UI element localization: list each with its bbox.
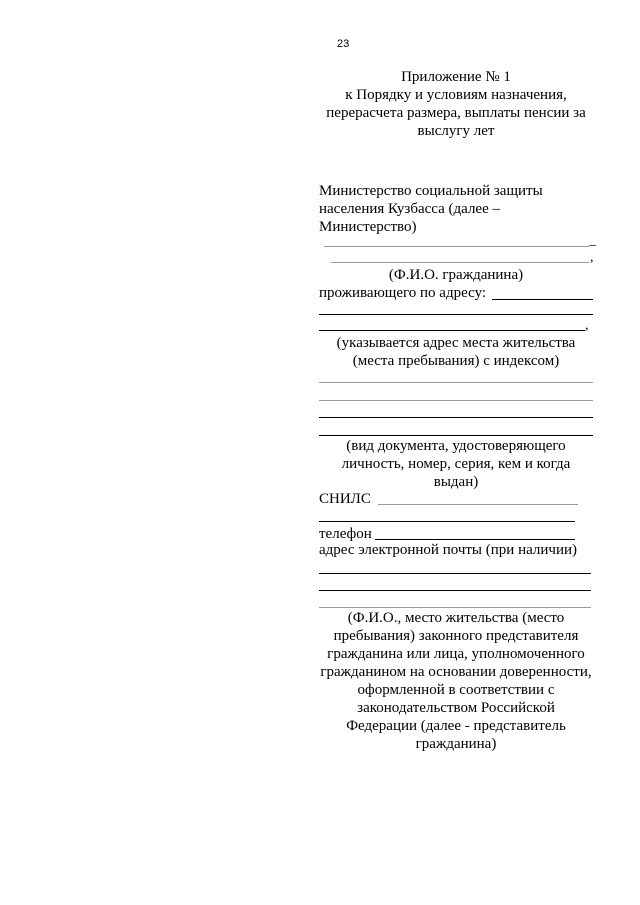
document-caption [319, 437, 593, 491]
document-line-3[interactable] [319, 417, 593, 418]
document-line-2[interactable] [319, 400, 593, 401]
email-line-1[interactable] [319, 573, 591, 574]
fio-line-1[interactable] [324, 246, 589, 247]
fio-caption: (Ф.И.О. гражданина) [388, 267, 524, 283]
representative-caption-line: гражданина или лица, уполномоченного [327, 646, 585, 662]
fio-line-1-dash: _ [589, 233, 596, 248]
annex-header [316, 68, 596, 140]
email-line-2[interactable] [319, 590, 591, 591]
address-line-3[interactable] [319, 330, 585, 331]
document-line-4[interactable] [319, 435, 593, 436]
document-caption-line: (вид документа, удостоверяющего [346, 438, 566, 454]
representative-caption-line: пребывания) законного представителя [333, 628, 579, 644]
representative-caption-line: гражданином на основании доверенности, [320, 664, 592, 680]
phone-label: телефон [319, 526, 372, 542]
annex-title: Приложение № 1 [401, 69, 511, 85]
address-line-inline[interactable] [492, 299, 593, 300]
address-label: проживающего по адресу: [319, 285, 487, 301]
representative-caption [319, 609, 593, 753]
document-caption-line: выдан) [433, 474, 479, 490]
addressee-line: Министерство социальной защиты [319, 183, 543, 199]
address-caption-line: (указывается адрес места жительства [336, 335, 576, 351]
email-label: адрес электронной почты (при наличии) [319, 542, 577, 558]
document-caption-line: личность, номер, серия, кем и когда [341, 456, 571, 472]
snils-input-line[interactable] [378, 504, 578, 505]
representative-caption-line: (Ф.И.О., место жительства (место [347, 610, 565, 626]
addressee [319, 182, 593, 236]
annex-line: к Порядку и условиям назначения, [345, 87, 567, 103]
phone-input-line[interactable] [375, 539, 575, 540]
annex-line: выслугу лет [417, 123, 495, 139]
address-caption-line: (места пребывания) с индексом) [352, 353, 560, 369]
addressee-line: Министерство) [319, 219, 417, 235]
address-caption [319, 334, 593, 370]
representative-caption-line: Федерации (далее - представитель [346, 718, 566, 734]
snils-label: СНИЛС [319, 491, 371, 507]
address-line-3-comma: , [585, 318, 589, 333]
page-number: 23 [337, 38, 350, 50]
fio-line-2[interactable] [331, 262, 589, 263]
representative-caption-line: оформленной в соответствии с [357, 682, 555, 698]
addressee-line: населения Кузбасса (далее – [319, 201, 500, 217]
annex-line: перерасчета размера, выплаты пенсии за [326, 105, 586, 121]
representative-caption-line: гражданина) [415, 736, 497, 752]
document-line-1[interactable] [319, 382, 593, 383]
representative-line[interactable] [319, 607, 591, 608]
representative-caption-line: законодательством Российской [357, 700, 555, 716]
snils-line-2[interactable] [319, 521, 575, 522]
address-line-2[interactable] [319, 314, 593, 315]
fio-line-2-comma: , [590, 250, 594, 265]
